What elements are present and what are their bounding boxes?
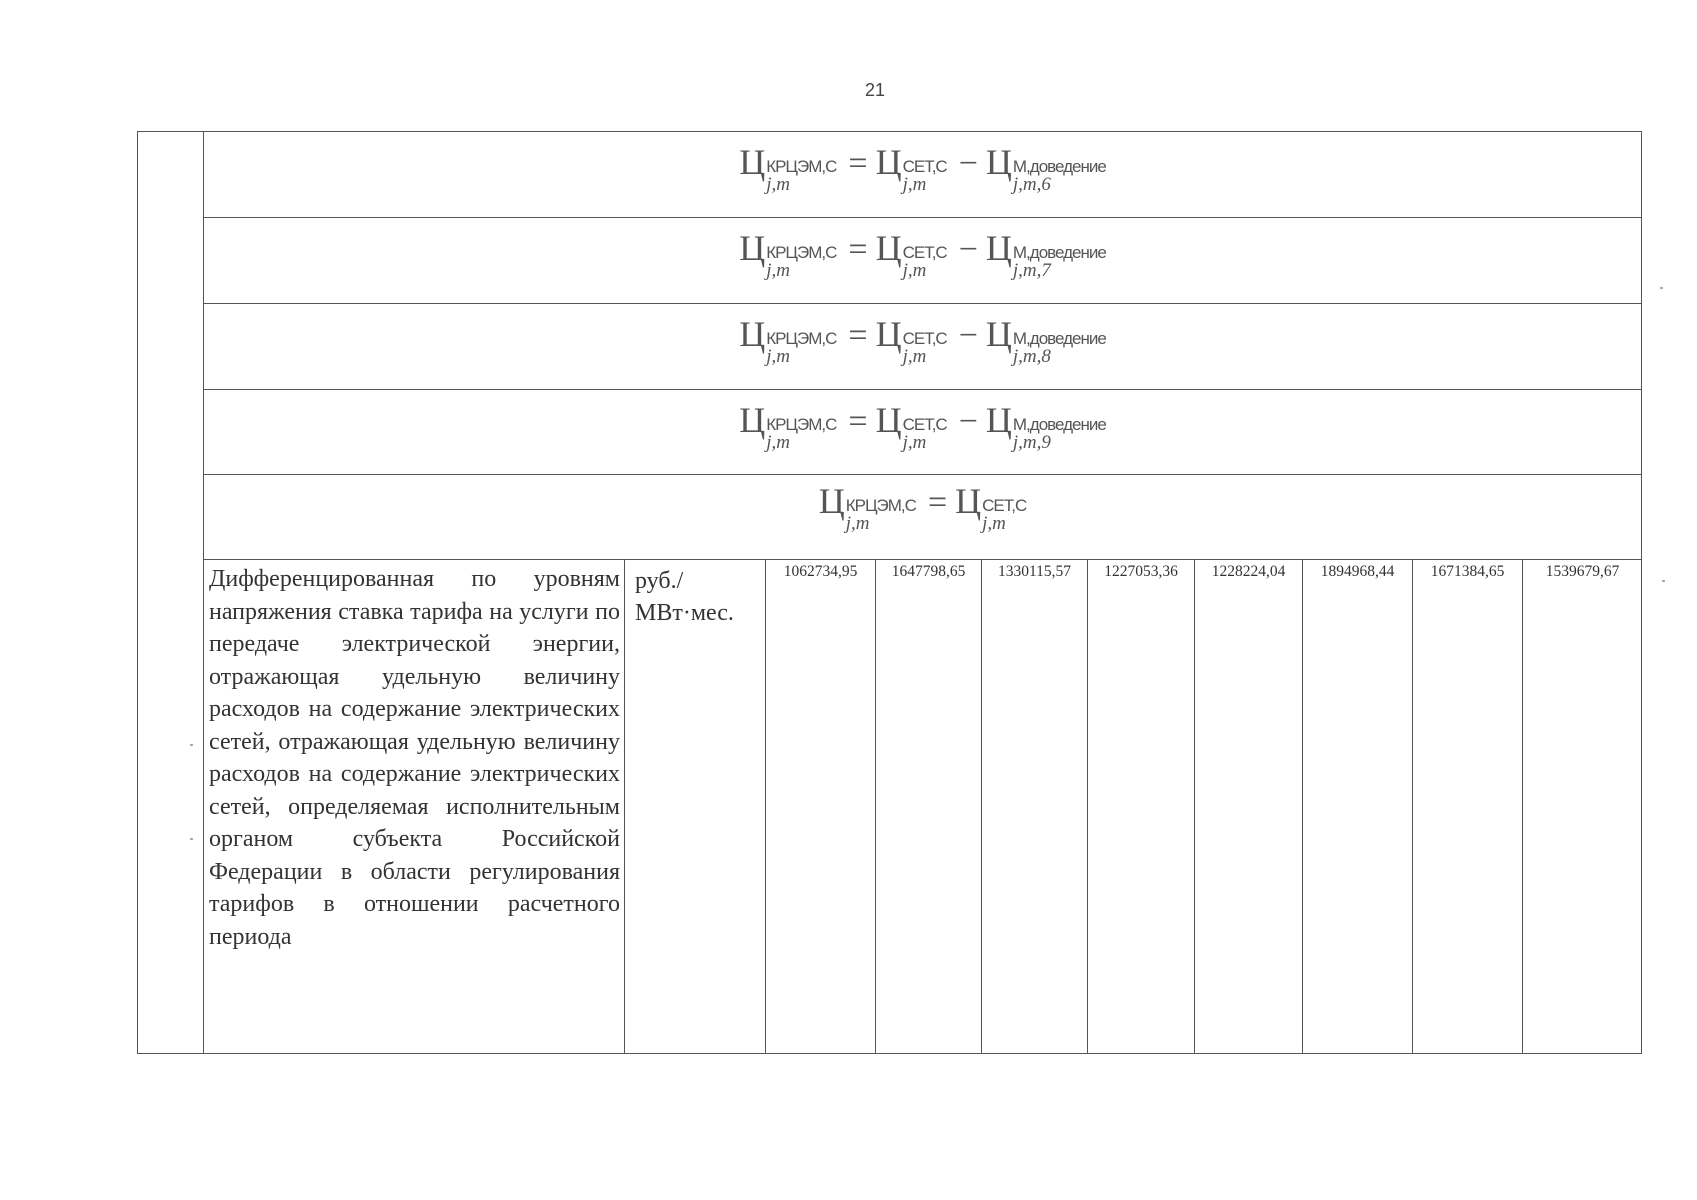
formula-symbol: Ц xyxy=(875,142,902,182)
rate-description-cell: Дифференцированная по уровням напряжения ставка тарифа на услуги по передаче электрической энергии, отражающая удельную величину расходов на содержание электрических сетей, отражающая удельную величину расходов на содержание электрических сетей, определяемая исполнительным органом субъекта Российской Федерации в области регулирования тарифов в отношении расчетного периода xyxy=(203,560,625,1054)
rate-value-cell: 1671384,65 xyxy=(1413,560,1523,1054)
rate-value-cell: 1227053,36 xyxy=(1088,560,1195,1054)
page-number: 21 xyxy=(864,80,886,100)
formula xyxy=(739,313,1106,368)
rate-value-cell: 1330115,57 xyxy=(982,560,1088,1054)
formula-subscript: j,m xyxy=(845,513,870,534)
formula-indices xyxy=(903,416,947,452)
formula xyxy=(739,399,1106,454)
rate-value-cell: 1539679,67 xyxy=(1545,563,1620,580)
formula-indices xyxy=(1013,416,1106,452)
formula-indices xyxy=(1013,244,1106,280)
formula-symbol: Ц xyxy=(739,228,766,268)
formula-symbol: Ц xyxy=(739,400,766,440)
rate-value-cell: 1894968,44 xyxy=(1303,560,1413,1054)
formula-superscript: M,доведение xyxy=(1012,243,1106,262)
formula-subscript: j,m xyxy=(902,260,927,281)
formula-indices xyxy=(1013,158,1106,194)
formula-subscript: j,m xyxy=(766,260,790,281)
formula-superscript: СЕТ,C xyxy=(902,329,947,348)
formula-superscript: СЕТ,C xyxy=(902,157,947,176)
formula-indices xyxy=(1013,330,1106,366)
formula-symbol: Ц xyxy=(875,314,902,354)
formula-indices xyxy=(846,497,916,533)
formula-operator: = xyxy=(927,484,948,521)
formula-operator: − xyxy=(958,145,978,182)
formula-subscript: j,m xyxy=(902,346,927,367)
formula-subscript: j,m xyxy=(766,432,790,453)
formula-symbol: Ц xyxy=(985,314,1012,354)
formula-superscript: СЕТ,C xyxy=(902,415,947,434)
formula-row xyxy=(203,131,1642,218)
formula-indices xyxy=(903,158,947,194)
formula-superscript: КРЦЭМ,C xyxy=(766,329,837,348)
formula-indices xyxy=(766,158,836,194)
formula-operator: = xyxy=(848,317,868,354)
formula-operator: = xyxy=(848,231,868,268)
formula-superscript: M,доведение xyxy=(1012,329,1106,348)
formula-superscript: КРЦЭМ,C xyxy=(845,496,916,515)
formula-superscript: M,доведение xyxy=(1012,157,1106,176)
formula-superscript: СЕТ,C xyxy=(982,496,1027,515)
rate-value-cell: 1647798,65 xyxy=(876,560,982,1054)
formula-subscript: j,m xyxy=(902,432,927,453)
scan-speck xyxy=(190,838,193,840)
formula-subscript: j,m,8 xyxy=(1012,346,1051,367)
formula-symbol: Ц xyxy=(875,400,902,440)
formula-symbol: Ц xyxy=(875,228,902,268)
formula-indices xyxy=(903,330,947,366)
rate-value-cell: 1228224,04 xyxy=(1195,560,1303,1054)
formula-indices xyxy=(766,244,836,280)
formula-indices xyxy=(766,330,836,366)
formula-subscript: j,m xyxy=(766,346,790,367)
scan-speck xyxy=(1662,580,1665,582)
scan-speck xyxy=(190,744,193,746)
formula-superscript: КРЦЭМ,C xyxy=(766,415,837,434)
rate-unit-cell: руб./ МВт·мес. xyxy=(625,560,766,1054)
formula-symbol: Ц xyxy=(955,481,982,521)
formula-operator: − xyxy=(958,403,978,440)
formula-symbol: Ц xyxy=(739,142,766,182)
formula-operator: − xyxy=(958,231,978,268)
formula-subscript: j,m,7 xyxy=(1012,260,1051,281)
formula-row xyxy=(203,475,1642,560)
formula-superscript: КРЦЭМ,C xyxy=(766,243,837,262)
formula-subscript: j,m xyxy=(902,174,927,195)
formula-indices xyxy=(982,497,1026,533)
formula xyxy=(819,480,1027,535)
formula-operator: − xyxy=(958,317,978,354)
formula xyxy=(739,227,1106,282)
rate-value-cell: 1062734,95 xyxy=(766,560,876,1054)
formula-superscript: КРЦЭМ,C xyxy=(766,157,837,176)
formula-symbol: Ц xyxy=(985,142,1012,182)
formula-operator: = xyxy=(848,403,868,440)
formula-superscript: M,доведение xyxy=(1012,415,1106,434)
formula-subscript: j,m xyxy=(766,174,790,195)
formula-indices xyxy=(903,244,947,280)
formula-superscript: СЕТ,C xyxy=(902,243,947,262)
formula-row xyxy=(203,218,1642,304)
formula-indices xyxy=(766,416,836,452)
formula-symbol: Ц xyxy=(818,481,845,521)
formula-symbol: Ц xyxy=(985,400,1012,440)
formula-subscript: j,m,6 xyxy=(1012,174,1051,195)
formula-symbol: Ц xyxy=(985,228,1012,268)
formula-row xyxy=(203,304,1642,390)
scan-speck xyxy=(1660,287,1663,289)
formula-symbol: Ц xyxy=(739,314,766,354)
formula-subscript: j,m xyxy=(982,513,1006,534)
formula-row xyxy=(203,390,1642,475)
formula-subscript: j,m,9 xyxy=(1012,432,1051,453)
formula xyxy=(739,141,1106,196)
formula-operator: = xyxy=(848,145,868,182)
